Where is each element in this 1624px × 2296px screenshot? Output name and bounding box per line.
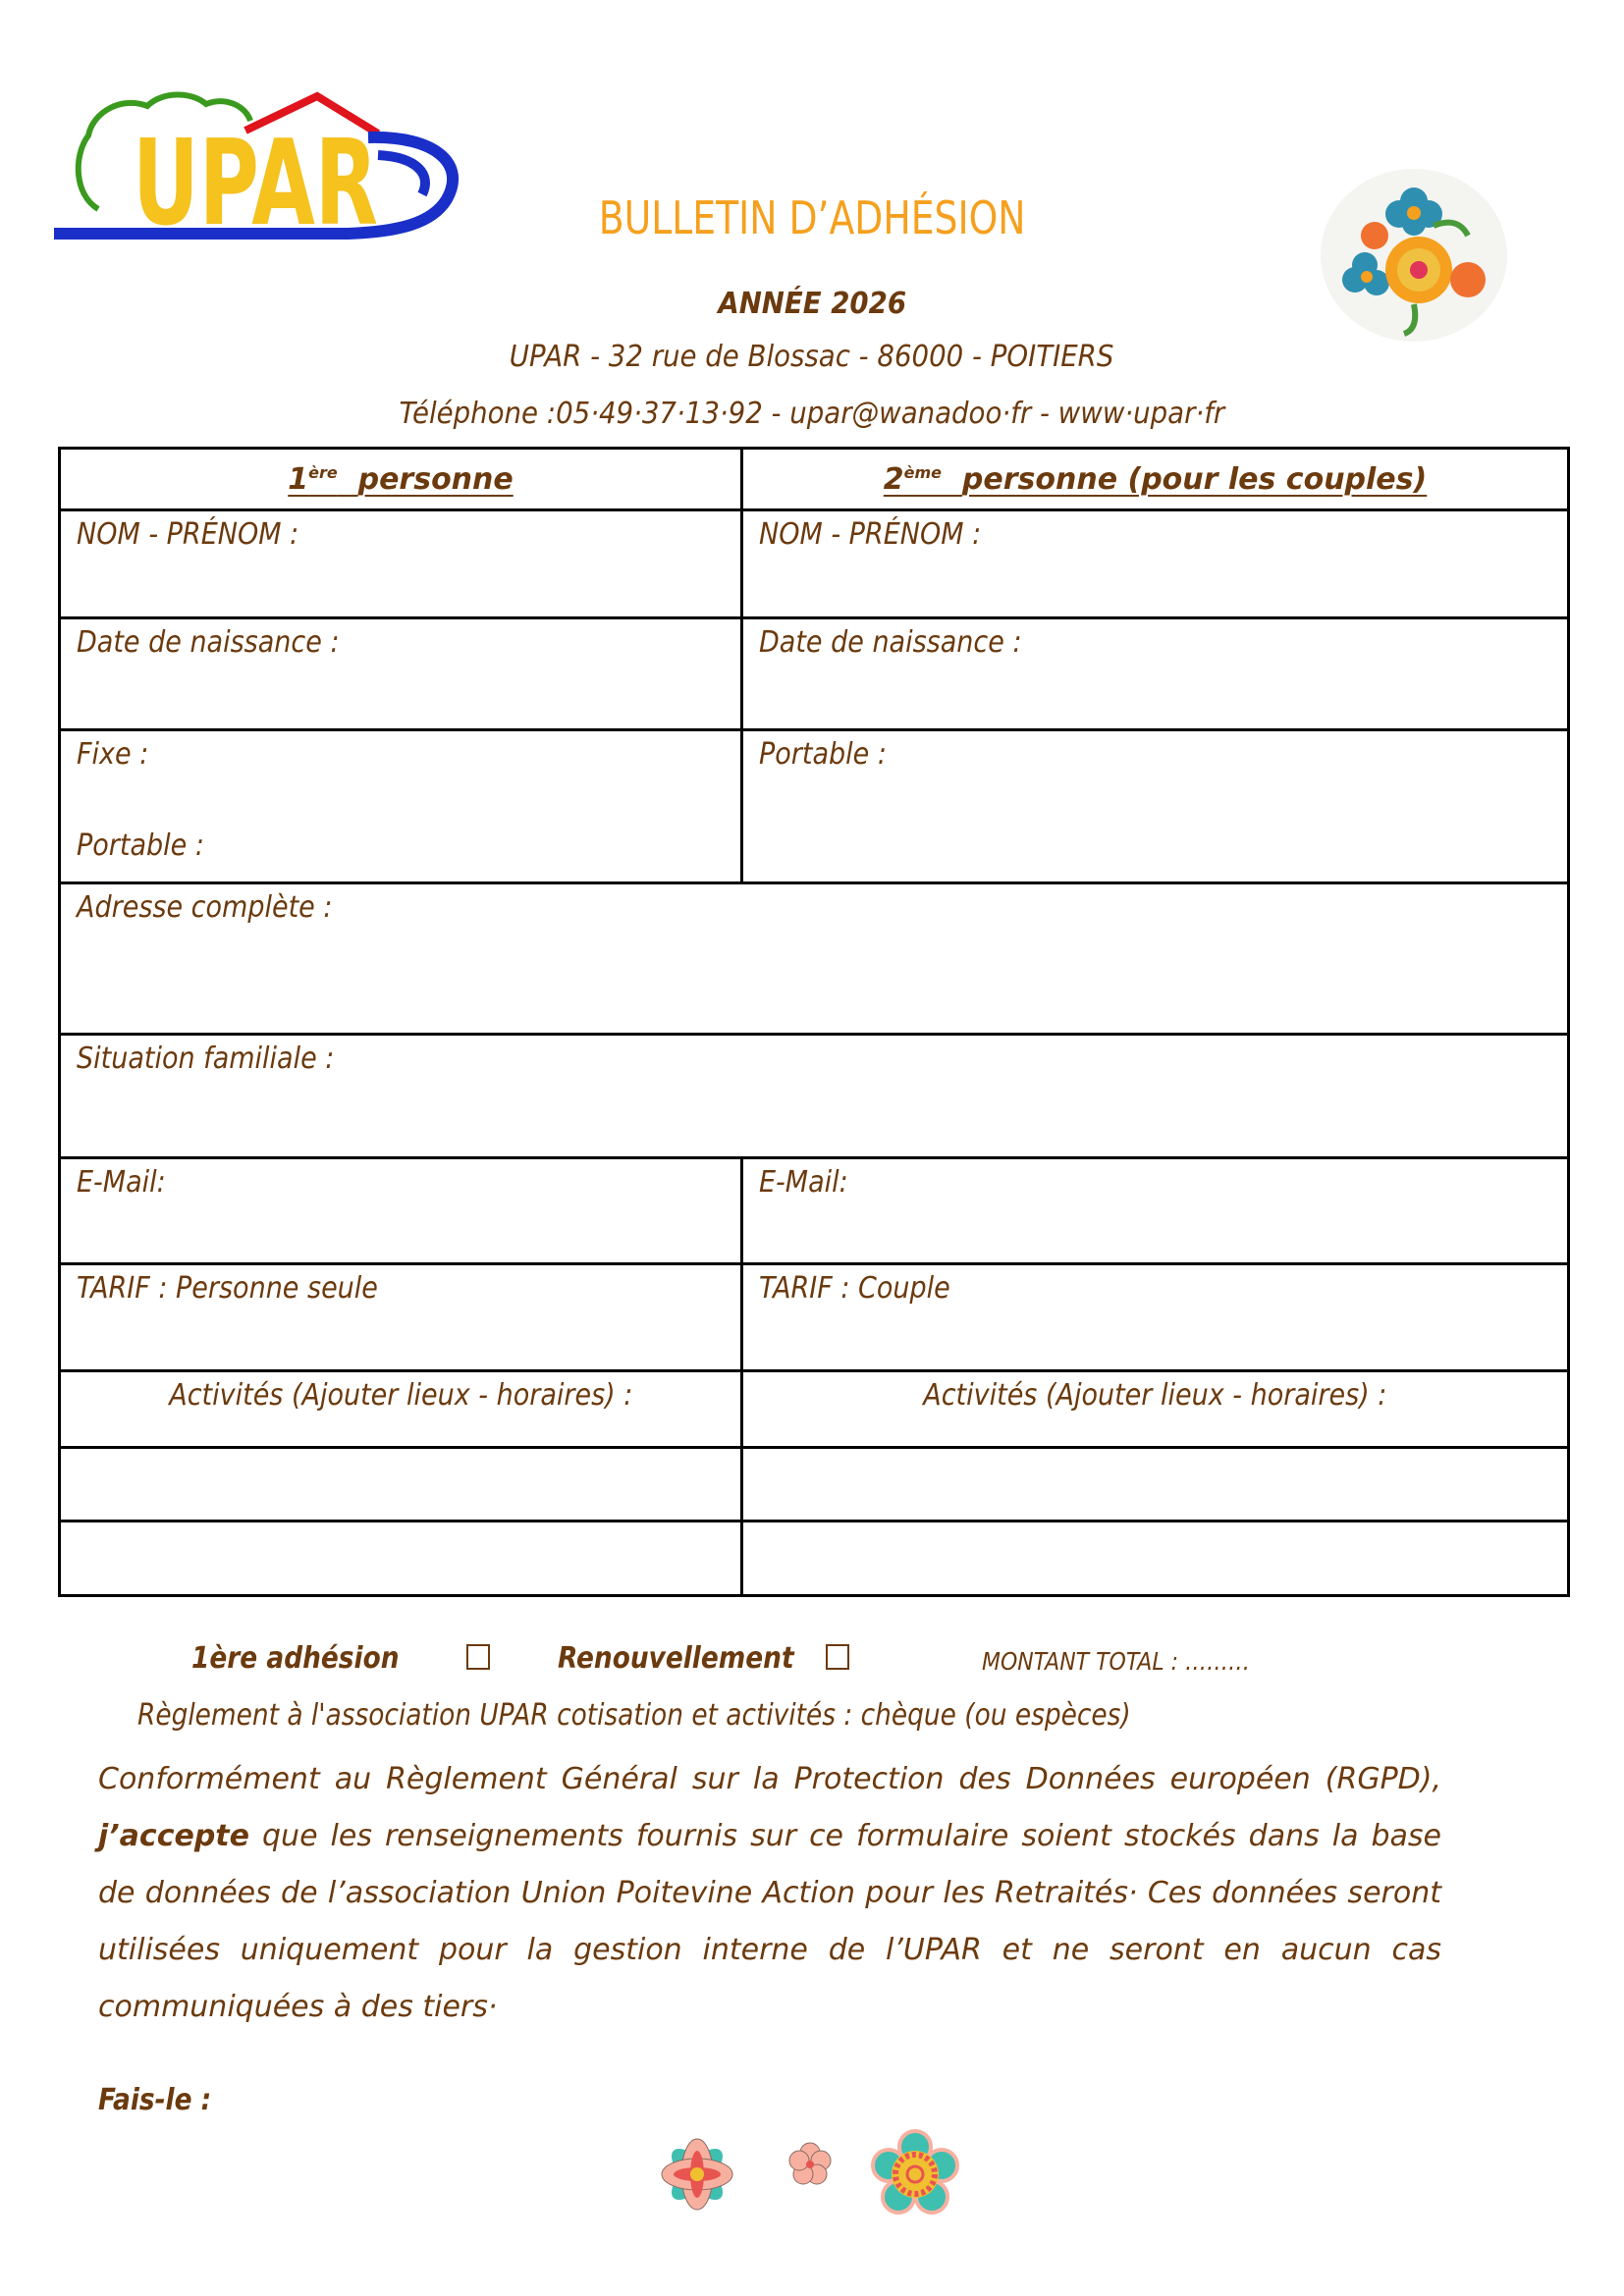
rgpd-consent-text: Conformément au Règlement Général sur la Protection des Données européen (RGPD), j’accepte que les renseignements fournis sur ce formulaire soient stockés dans la base de données de l’association Union Poitevine Action pour les Retraités· Ces données seront utilisées uniquement pour la gestion interne de l’UPAR et ne seront en aucun cas communiquées à des tiers· [98, 1762, 1441, 2024]
name-field-2[interactable]: NOM - PRÉNOM : [742, 510, 1569, 618]
year-line: ANNÉE 2026 [718, 287, 906, 321]
renewal-label: Renouvellement [558, 1641, 795, 1676]
activities-label-1: Activités (Ajouter lieux - horaires) : [60, 1371, 742, 1448]
first-membership-checkbox[interactable] [466, 1644, 490, 1670]
done-at-field[interactable]: Fais-le : [98, 2083, 212, 2117]
total-amount: MONTANT TOTAL : ……… [982, 1647, 1250, 1676]
activity-field-1a[interactable] [60, 1448, 742, 1522]
tarif-single-field[interactable]: TARIF : Personne seule [60, 1264, 742, 1371]
birthdate-field-2[interactable]: Date de naissance : [742, 618, 1569, 730]
activity-field-2a[interactable] [742, 1448, 1569, 1522]
fixe-label: Fixe : [77, 737, 149, 772]
mobile-field-2[interactable]: Portable : [742, 730, 1569, 883]
activity-field-2b[interactable] [742, 1522, 1569, 1596]
activities-label-2: Activités (Ajouter lieux - horaires) : [742, 1371, 1569, 1448]
first-person-header: 1ère personne [60, 449, 742, 510]
accept-text: j’accepte [98, 1819, 249, 1853]
email-field-1[interactable]: E-Mail: [60, 1158, 742, 1264]
address-line: UPAR - 32 rue de Blossac - 86000 - POITIERS [510, 340, 1114, 374]
second-person-header: 2ème personne (pour les couples) [742, 449, 1569, 510]
name-field-1[interactable]: NOM - PRÉNOM : [60, 510, 742, 618]
birthdate-field-1[interactable]: Date de naissance : [60, 618, 742, 730]
logo-text: UPAR [133, 116, 378, 252]
family-situation-field[interactable]: Situation familiale : [60, 1035, 1569, 1158]
email-field-2[interactable]: E-Mail: [742, 1158, 1569, 1264]
page-title: BULLETIN D’ADHÉSION [598, 191, 1026, 244]
tarif-couple-field[interactable]: TARIF : Couple [742, 1264, 1569, 1371]
portable-label-1: Portable : [77, 828, 204, 863]
decorative-flowers-icon [658, 2120, 972, 2228]
address-field[interactable]: Adresse complète : [60, 883, 1569, 1035]
activity-field-1b[interactable] [60, 1522, 742, 1596]
phone-field-1[interactable] [60, 730, 742, 883]
membership-form-table [58, 447, 1570, 1597]
first-membership-label: 1ère adhésion [191, 1641, 400, 1676]
contact-line: Téléphone :05·49·37·13·92 - upar@wanadoo·fr - www·upar·fr [399, 397, 1225, 431]
payment-note: Règlement à l'association UPAR cotisation et activités : chèque (ou espèces) [137, 1698, 1131, 1733]
membership-type-row [191, 1641, 859, 1676]
renewal-checkbox[interactable] [826, 1644, 849, 1670]
